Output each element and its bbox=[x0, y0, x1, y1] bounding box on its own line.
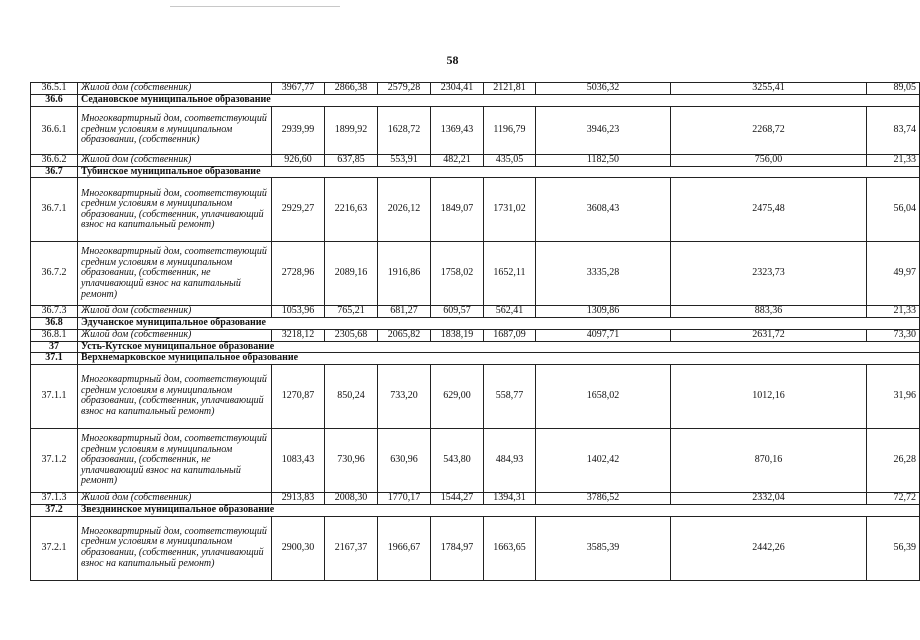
value-cell-2: 2305,68 bbox=[325, 329, 378, 341]
value-cell-2: 2167,37 bbox=[325, 516, 378, 580]
value-cell-8: 49,97 bbox=[867, 242, 920, 306]
table-row bbox=[31, 306, 920, 318]
value-cell-8: 83,74 bbox=[867, 106, 920, 154]
row-code-cell: 36.6.2 bbox=[31, 154, 78, 166]
page-number: 58 bbox=[446, 53, 459, 67]
value-cell-7: 883,36 bbox=[671, 306, 867, 318]
value-cell-8: 56,04 bbox=[867, 178, 920, 242]
value-cell-5: 1687,09 bbox=[484, 329, 536, 341]
row-code-cell: 36.8.1 bbox=[31, 329, 78, 341]
value-cell-3: 2579,28 bbox=[378, 83, 431, 95]
section-row bbox=[31, 318, 920, 330]
table-row bbox=[31, 83, 920, 95]
value-cell-3: 630,96 bbox=[378, 428, 431, 492]
row-code-cell: 36.7.3 bbox=[31, 306, 78, 318]
value-cell-5: 2121,81 bbox=[484, 83, 536, 95]
section-title-cell: Усть-Кутское муниципальное образование bbox=[78, 341, 920, 353]
value-cell-1: 1270,87 bbox=[272, 364, 325, 428]
value-cell-7: 2475,48 bbox=[671, 178, 867, 242]
value-cell-3: 733,20 bbox=[378, 364, 431, 428]
value-cell-1: 2913,83 bbox=[272, 492, 325, 504]
value-cell-1: 926,60 bbox=[272, 154, 325, 166]
value-cell-5: 435,05 bbox=[484, 154, 536, 166]
section-row bbox=[31, 95, 920, 107]
value-cell-4: 1758,02 bbox=[431, 242, 484, 306]
value-cell-2: 765,21 bbox=[325, 306, 378, 318]
row-code-cell: 37.2.1 bbox=[31, 516, 78, 580]
value-cell-1: 1083,43 bbox=[272, 428, 325, 492]
value-cell-7: 2332,04 bbox=[671, 492, 867, 504]
value-cell-8: 73,30 bbox=[867, 329, 920, 341]
row-name-cell: Жилой дом (собственник) bbox=[78, 306, 272, 318]
value-cell-6: 3335,28 bbox=[536, 242, 671, 306]
value-cell-4: 1544,27 bbox=[431, 492, 484, 504]
value-cell-8: 26,28 bbox=[867, 428, 920, 492]
value-cell-7: 756,00 bbox=[671, 154, 867, 166]
value-cell-4: 1838,19 bbox=[431, 329, 484, 341]
value-cell-8: 89,05 bbox=[867, 83, 920, 95]
section-row bbox=[31, 341, 920, 353]
value-cell-3: 553,91 bbox=[378, 154, 431, 166]
value-cell-6: 1658,02 bbox=[536, 364, 671, 428]
value-cell-3: 1770,17 bbox=[378, 492, 431, 504]
row-name-cell: Многоквартирный дом, соответствующий средним условиям в муниципальном образовании, (собственник) bbox=[78, 106, 272, 154]
section-title-cell: Эдучанское муниципальное образование bbox=[78, 318, 920, 330]
table-row bbox=[31, 106, 920, 154]
value-cell-5: 484,93 bbox=[484, 428, 536, 492]
table-row bbox=[31, 428, 920, 492]
value-cell-8: 72,72 bbox=[867, 492, 920, 504]
value-cell-2: 2866,38 bbox=[325, 83, 378, 95]
section-title-cell: Звезднинское муниципальное образование bbox=[78, 504, 920, 516]
value-cell-4: 543,80 bbox=[431, 428, 484, 492]
value-cell-4: 1849,07 bbox=[431, 178, 484, 242]
value-cell-5: 1731,02 bbox=[484, 178, 536, 242]
table-row bbox=[31, 492, 920, 504]
table-row bbox=[31, 154, 920, 166]
section-title-cell: Тубинское муниципальное образование bbox=[78, 166, 920, 178]
section-title-cell: Верхнемарковское муниципальное образование bbox=[78, 353, 920, 365]
value-cell-6: 1309,86 bbox=[536, 306, 671, 318]
value-cell-2: 2008,30 bbox=[325, 492, 378, 504]
row-name-cell: Многоквартирный дом, соответствующий средним условиям в муниципальном образовании, (собственник, уплачивающий взнос на капитальный ремонт) bbox=[78, 516, 272, 580]
value-cell-4: 2304,41 bbox=[431, 83, 484, 95]
value-cell-5: 1652,11 bbox=[484, 242, 536, 306]
value-cell-5: 1196,79 bbox=[484, 106, 536, 154]
value-cell-6: 3786,52 bbox=[536, 492, 671, 504]
row-name-cell: Многоквартирный дом, соответствующий средним условиям в муниципальном образовании, (собственник, не уплачивающий взнос на капитальный ремонт) bbox=[78, 242, 272, 306]
value-cell-6: 5036,32 bbox=[536, 83, 671, 95]
row-name-cell: Многоквартирный дом, соответствующий средним условиям в муниципальном образовании, (собственник, уплачивающий взнос на капитальный ремонт) bbox=[78, 178, 272, 242]
value-cell-1: 2929,27 bbox=[272, 178, 325, 242]
scan-top-edge-line bbox=[170, 6, 340, 7]
value-cell-6: 1182,50 bbox=[536, 154, 671, 166]
value-cell-1: 3218,12 bbox=[272, 329, 325, 341]
value-cell-8: 56,39 bbox=[867, 516, 920, 580]
row-code-cell: 36.5.1 bbox=[31, 83, 78, 95]
value-cell-1: 3967,77 bbox=[272, 83, 325, 95]
table-body bbox=[31, 83, 920, 581]
value-cell-1: 2900,30 bbox=[272, 516, 325, 580]
value-cell-5: 558,77 bbox=[484, 364, 536, 428]
value-cell-2: 2216,63 bbox=[325, 178, 378, 242]
value-cell-5: 1394,31 bbox=[484, 492, 536, 504]
value-cell-2: 1899,92 bbox=[325, 106, 378, 154]
value-cell-4: 482,21 bbox=[431, 154, 484, 166]
value-cell-1: 1053,96 bbox=[272, 306, 325, 318]
value-cell-3: 2065,82 bbox=[378, 329, 431, 341]
row-code-cell: 37.1.3 bbox=[31, 492, 78, 504]
section-row bbox=[31, 504, 920, 516]
table-row bbox=[31, 364, 920, 428]
row-name-cell: Многоквартирный дом, соответствующий средним условиям в муниципальном образовании, (собственник, не уплачивающий взнос на капитальный ремонт) bbox=[78, 428, 272, 492]
row-code-cell: 37.1.2 bbox=[31, 428, 78, 492]
value-cell-6: 3946,23 bbox=[536, 106, 671, 154]
value-cell-7: 1012,16 bbox=[671, 364, 867, 428]
value-cell-4: 1784,97 bbox=[431, 516, 484, 580]
row-name-cell: Жилой дом (собственник) bbox=[78, 154, 272, 166]
value-cell-3: 681,27 bbox=[378, 306, 431, 318]
table-row bbox=[31, 516, 920, 580]
value-cell-6: 4097,71 bbox=[536, 329, 671, 341]
row-name-cell: Жилой дом (собственник) bbox=[78, 329, 272, 341]
value-cell-5: 562,41 bbox=[484, 306, 536, 318]
row-name-cell: Многоквартирный дом, соответствующий средним условиям в муниципальном образовании, (собственник, уплачивающий взнос на капитальный ремонт) bbox=[78, 364, 272, 428]
value-cell-7: 2631,72 bbox=[671, 329, 867, 341]
value-cell-2: 730,96 bbox=[325, 428, 378, 492]
value-cell-1: 2939,99 bbox=[272, 106, 325, 154]
value-cell-7: 2442,26 bbox=[671, 516, 867, 580]
row-code-cell: 36.7 bbox=[31, 166, 78, 178]
row-code-cell: 36.6 bbox=[31, 95, 78, 107]
value-cell-7: 2268,72 bbox=[671, 106, 867, 154]
value-cell-5: 1663,65 bbox=[484, 516, 536, 580]
row-code-cell: 36.7.1 bbox=[31, 178, 78, 242]
value-cell-6: 1402,42 bbox=[536, 428, 671, 492]
row-name-cell: Жилой дом (собственник) bbox=[78, 83, 272, 95]
row-code-cell: 37.2 bbox=[31, 504, 78, 516]
value-cell-8: 21,33 bbox=[867, 306, 920, 318]
value-cell-3: 1628,72 bbox=[378, 106, 431, 154]
row-code-cell: 36.6.1 bbox=[31, 106, 78, 154]
table-row bbox=[31, 329, 920, 341]
section-row bbox=[31, 166, 920, 178]
value-cell-2: 850,24 bbox=[325, 364, 378, 428]
value-cell-7: 2323,73 bbox=[671, 242, 867, 306]
value-cell-3: 1966,67 bbox=[378, 516, 431, 580]
row-code-cell: 36.8 bbox=[31, 318, 78, 330]
value-cell-3: 2026,12 bbox=[378, 178, 431, 242]
row-code-cell: 36.7.2 bbox=[31, 242, 78, 306]
tariff-table bbox=[30, 82, 920, 581]
row-code-cell: 37 bbox=[31, 341, 78, 353]
value-cell-6: 3608,43 bbox=[536, 178, 671, 242]
value-cell-6: 3585,39 bbox=[536, 516, 671, 580]
value-cell-4: 609,57 bbox=[431, 306, 484, 318]
table-row bbox=[31, 178, 920, 242]
value-cell-1: 2728,96 bbox=[272, 242, 325, 306]
row-name-cell: Жилой дом (собственник) bbox=[78, 492, 272, 504]
value-cell-7: 870,16 bbox=[671, 428, 867, 492]
table-row bbox=[31, 242, 920, 306]
value-cell-4: 629,00 bbox=[431, 364, 484, 428]
row-code-cell: 37.1.1 bbox=[31, 364, 78, 428]
value-cell-3: 1916,86 bbox=[378, 242, 431, 306]
section-title-cell: Седановское муниципальное образование bbox=[78, 95, 920, 107]
value-cell-2: 637,85 bbox=[325, 154, 378, 166]
row-code-cell: 37.1 bbox=[31, 353, 78, 365]
value-cell-4: 1369,43 bbox=[431, 106, 484, 154]
value-cell-8: 31,96 bbox=[867, 364, 920, 428]
value-cell-2: 2089,16 bbox=[325, 242, 378, 306]
value-cell-7: 3255,41 bbox=[671, 83, 867, 95]
value-cell-8: 21,33 bbox=[867, 154, 920, 166]
section-row bbox=[31, 353, 920, 365]
